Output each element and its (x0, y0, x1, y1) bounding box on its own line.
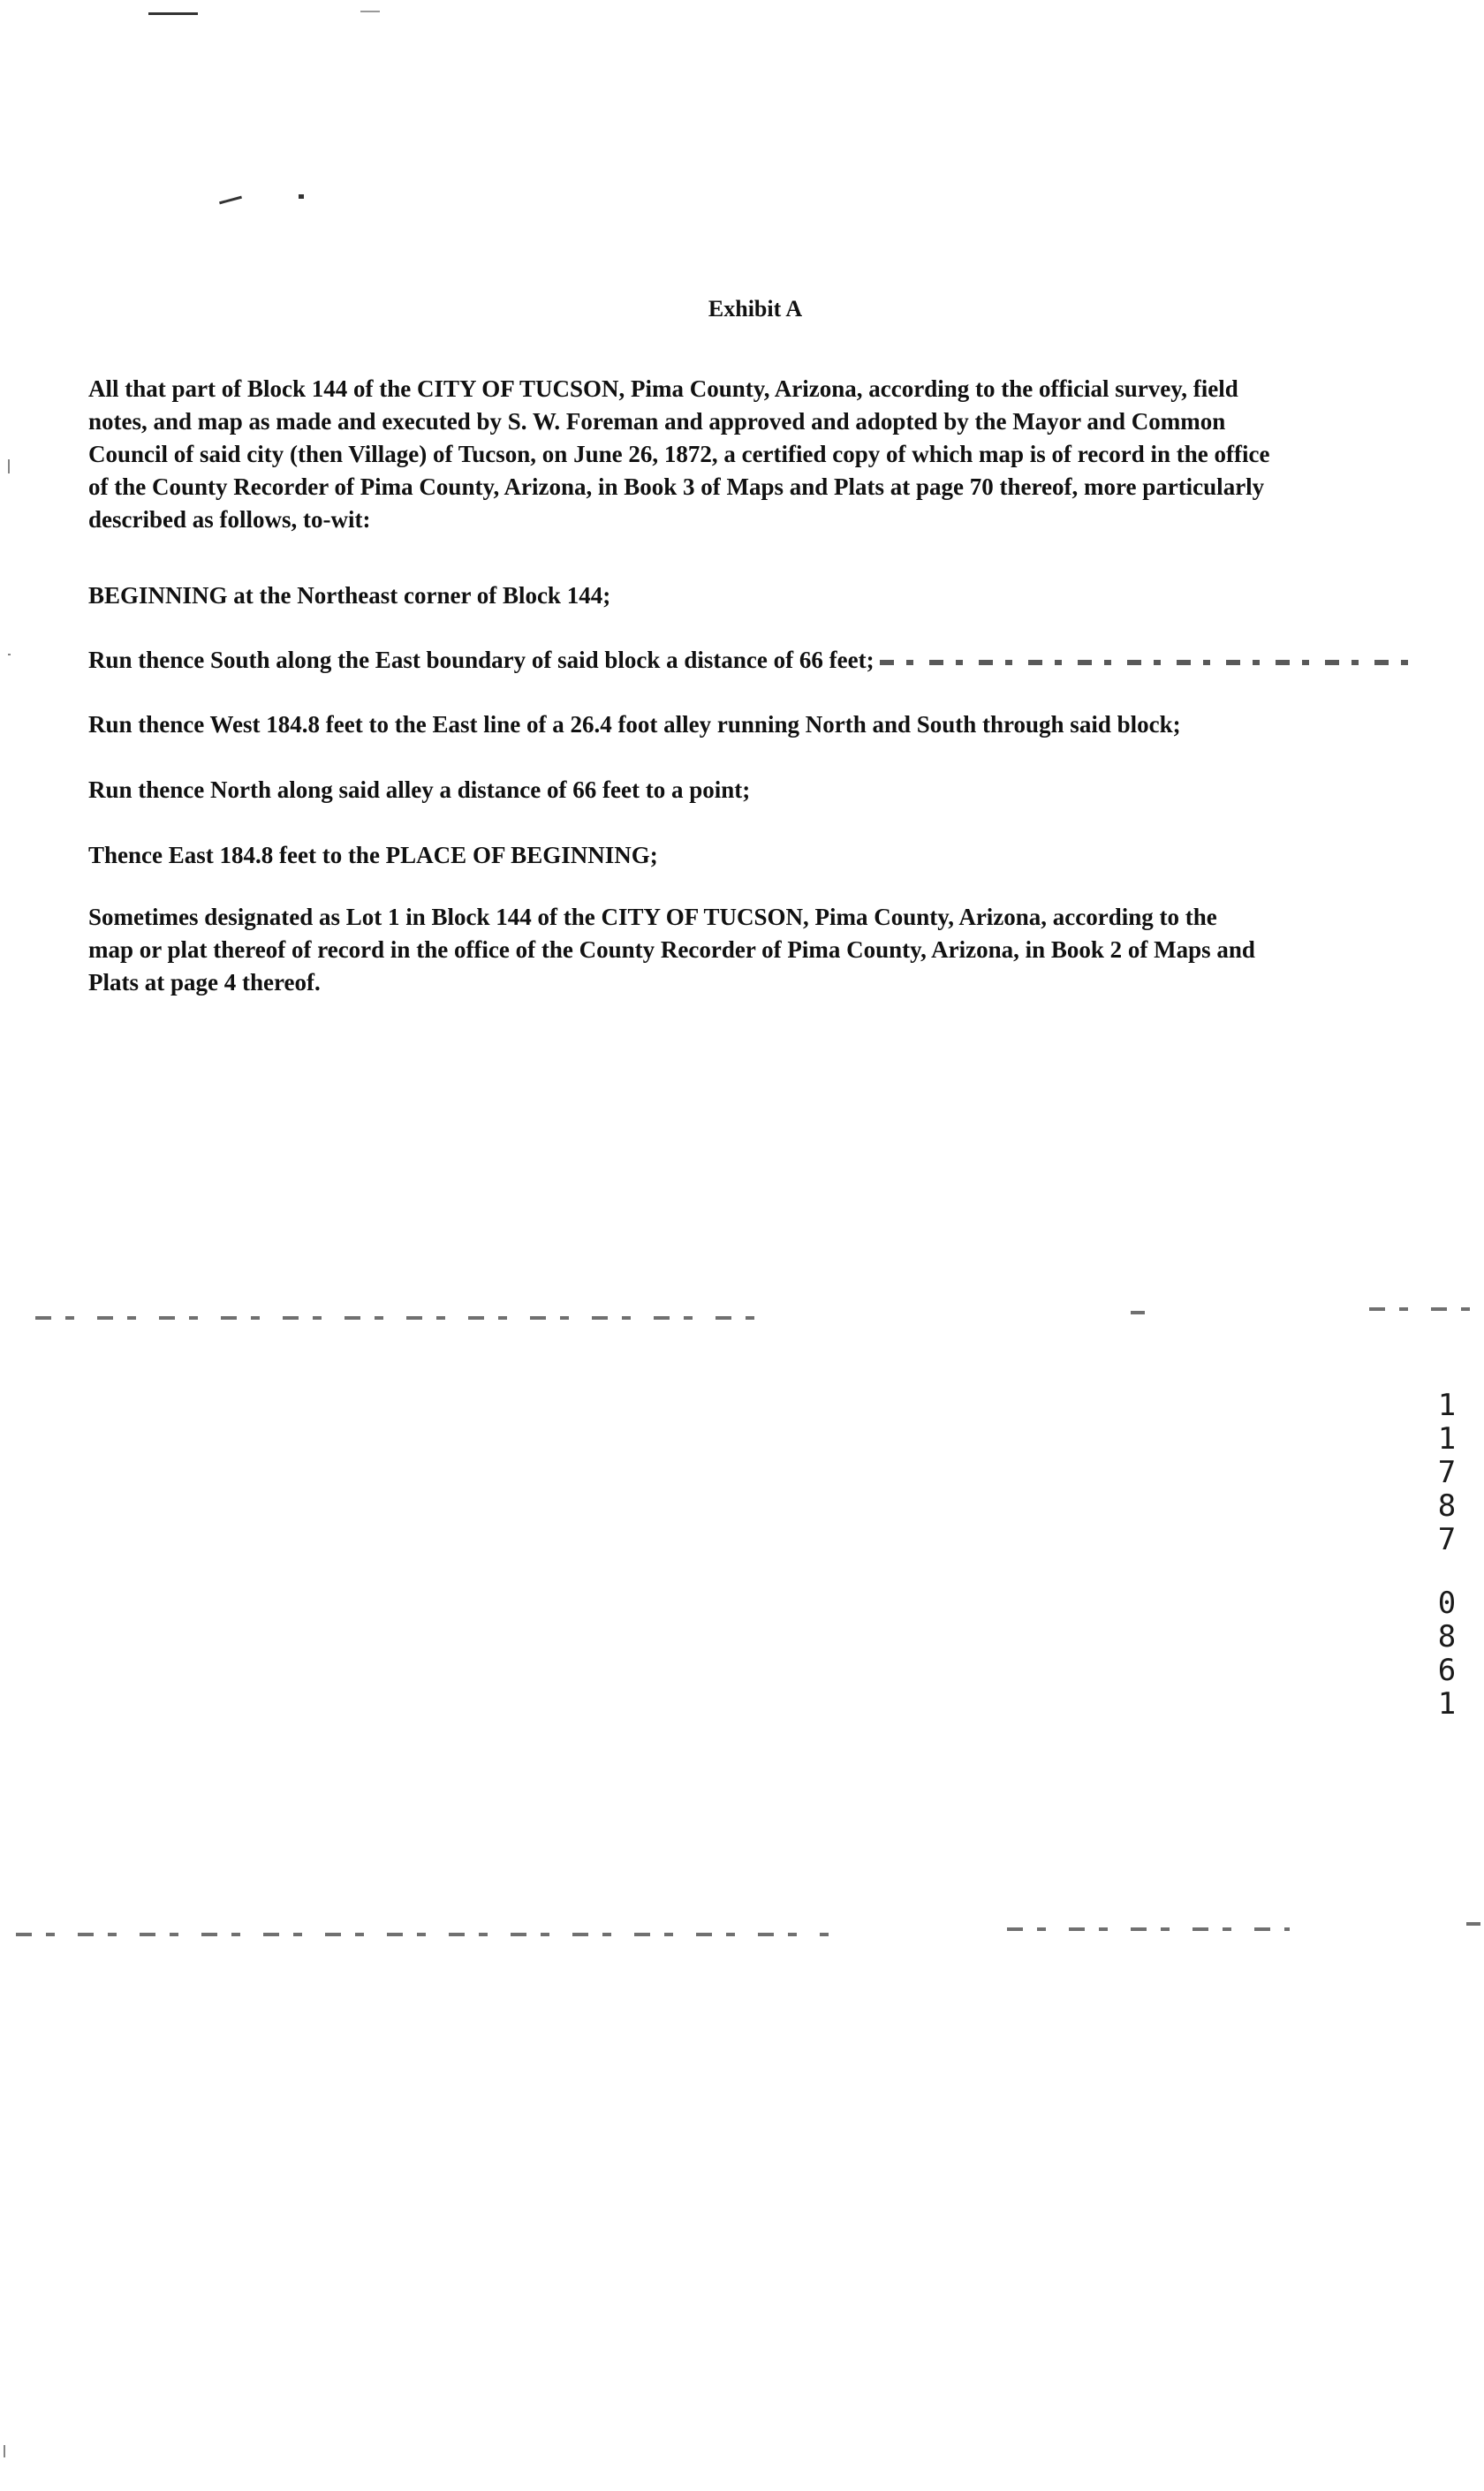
document-title: Exhibit A (708, 296, 803, 322)
scan-dash-row (1466, 1922, 1480, 1926)
stamp-digit: 1 (1437, 1388, 1457, 1423)
text-line: notes, and map as made and executed by S. W. Foreman and approved and adopted by the Mayor and Common (88, 408, 1226, 435)
stamp-digit: 8 (1437, 1488, 1457, 1524)
text-line: BEGINNING at the Northeast corner of Block 144; (88, 582, 611, 609)
course-north (88, 774, 1413, 806)
scan-artifact-tick (299, 194, 304, 199)
beginning-point (88, 579, 1413, 612)
scan-dash-trail (880, 660, 1410, 665)
text-line: Run thence West 184.8 feet to the East line of a 26.4 foot alley running North and South through said block; (88, 711, 1181, 738)
stamp-gap (1429, 1556, 1465, 1586)
lot-designation (88, 901, 1413, 999)
text-line: Run thence North along said alley a distance of 66 feet to a point; (88, 776, 751, 803)
stamp-digit: 8 (1437, 1619, 1457, 1654)
scan-artifact-scribble (219, 196, 242, 205)
scan-dash-row (1007, 1927, 1290, 1931)
stamp-digit: 6 (1437, 1653, 1457, 1688)
recording-number-stamp (1429, 1389, 1465, 1721)
text-line: Council of said city (then Village) of Tucson, on June 26, 1872, a certified copy of which map is of record in the office (88, 441, 1270, 467)
margin-mark-left-2 (8, 654, 11, 655)
margin-mark-left-bottom (4, 2445, 5, 2457)
stamp-digit: 1 (1437, 1421, 1457, 1457)
legal-description-intro (88, 373, 1413, 536)
text-line: map or plat thereof of record in the office of the County Recorder of Pima County, Arizona, in Book 2 of Maps and (88, 936, 1255, 963)
text-line: All that part of Block 144 of the CITY OF TUCSON, Pima County, Arizona, according to the official survey, field (88, 375, 1238, 402)
scan-dash-row (16, 1933, 829, 1936)
course-text: Run thence South along the East boundary of said block a distance of 66 feet; (88, 647, 874, 673)
scan-dash-row (1131, 1311, 1145, 1314)
text-line: Thence East 184.8 feet to the PLACE OF BEGINNING; (88, 842, 658, 868)
text-line (88, 644, 1413, 677)
course-west (88, 708, 1413, 741)
scan-artifact-top-small (360, 11, 380, 12)
course-east (88, 839, 1413, 872)
text-line: described as follows, to-wit: (88, 506, 371, 533)
scan-artifact-top (148, 12, 198, 15)
scan-dash-row (35, 1316, 768, 1320)
scan-dash-row (1369, 1307, 1480, 1311)
stamp-digit: 0 (1437, 1586, 1457, 1621)
text-line: Sometimes designated as Lot 1 in Block 144 of the CITY OF TUCSON, Pima County, Arizona, according to the (88, 904, 1217, 930)
stamp-digit: 1 (1437, 1686, 1457, 1722)
margin-mark-left (8, 459, 10, 473)
stamp-digit: 7 (1437, 1522, 1457, 1557)
stamp-digit: 7 (1437, 1455, 1457, 1490)
text-line: of the County Recorder of Pima County, Arizona, in Book 3 of Maps and Plats at page 70 thereof, more particularly (88, 473, 1265, 500)
text-line: Plats at page 4 thereof. (88, 969, 321, 996)
course-south (88, 644, 1413, 677)
